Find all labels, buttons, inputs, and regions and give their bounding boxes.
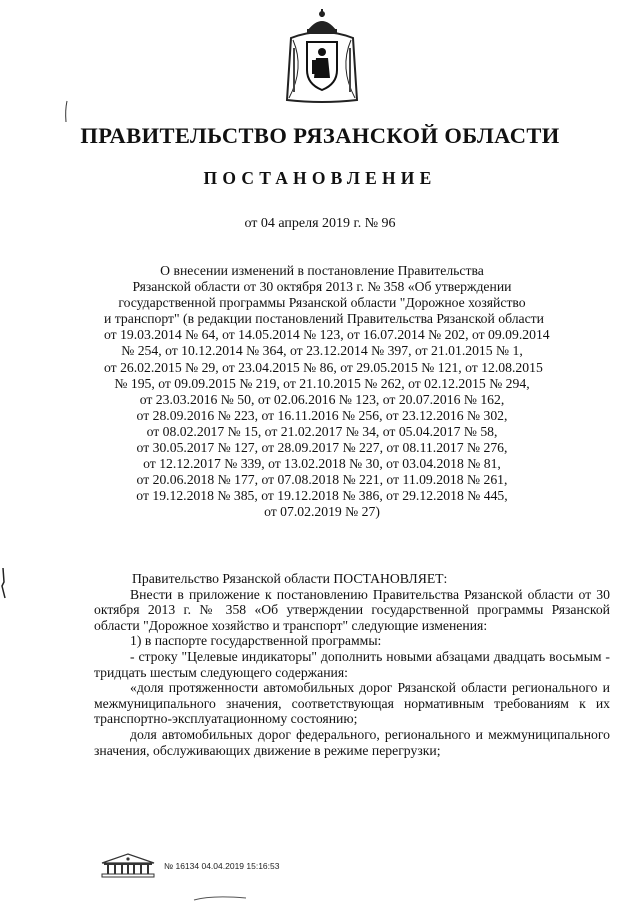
scan-mark (0, 566, 8, 600)
subject-line: № 254, от 10.12.2014 № 364, от 23.12.2014 № 397, от 21.01.2015 № 1, (121, 343, 523, 359)
subject-line: от 08.02.2017 № 15, от 21.02.2017 № 34, от 05.04.2017 № 58, (146, 423, 498, 439)
government-title: ПРАВИТЕЛЬСТВО РЯЗАНСКОЙ ОБЛАСТИ (80, 123, 560, 148)
subject-line: от 19.12.2018 № 385, от 19.12.2018 № 386, от 29.12.2018 № 445, (136, 488, 508, 504)
document-date-number: от 04 апреля 2019 г. № 96 (244, 216, 396, 231)
subject-line: от 23.03.2016 № 50, от 02.06.2016 № 123, от 20.07.2016 № 162, (139, 391, 505, 407)
scan-mark (192, 893, 248, 903)
body-paragraph: 1) в паспорте государственной программы: (130, 633, 382, 649)
subject-line: от 30.05.2017 № 127, от 28.09.2017 № 227, от 08.11.2017 № 276, (136, 440, 508, 456)
registration-number: № 16134 04.04.2019 15:16:53 (164, 861, 280, 871)
body-paragraph: Внести в приложение к постановлению Правительства Рязанской области от 30 октября 2013 г. № 358 «Об утверждении государственной программы Рязанской области "Дорожное хозяйство и транспорт" следующие изменения: (94, 586, 610, 633)
subject-line: от 12.12.2017 № 339, от 13.02.2018 № 30, от 03.04.2018 № 81, (143, 456, 501, 472)
subject-line: от 20.06.2018 № 177, от 07.08.2018 № 221, от 11.09.2018 № 261, (136, 472, 508, 488)
decree-subject (104, 263, 550, 521)
document-type-heading: ПОСТАНОВЛЕНИЕ (203, 168, 437, 188)
decree-body (94, 571, 610, 758)
subject-line: от 07.02.2019 № 27) (264, 504, 380, 520)
registration-stamp (98, 851, 358, 881)
subject-line: О внесении изменений в постановление Правительства (160, 263, 484, 278)
subject-line: от 26.02.2015 № 29, от 23.04.2015 № 86, от 29.05.2015 № 121, от 12.08.2015 (104, 359, 543, 375)
resolution-intro: Правительство Рязанской области ПОСТАНОВЛЯЕТ: (132, 571, 448, 586)
scan-mark (62, 100, 70, 124)
subject-line: государственной программы Рязанской области "Дорожное хозяйство (118, 295, 526, 311)
body-paragraph: - строку "Целевые индикаторы" дополнить новыми абзацами двадцать восьмым - тридцать шестым следующего содержания: (94, 648, 610, 680)
body-paragraph: доля автомобильных дорог федерального, регионального и межмуниципального значения, обслуживающих движение в режиме перегрузки; (94, 726, 610, 758)
subject-line: от 19.03.2014 № 64, от 14.05.2014 № 123, от 16.07.2014 № 202, от 09.09.2014 (104, 327, 550, 343)
subject-line: Рязанской области от 30 октября 2013 г. № 358 «Об утверждении (132, 279, 512, 295)
subject-line: от 28.09.2016 № 223, от 16.11.2016 № 256, от 23.12.2016 № 302, (136, 407, 508, 423)
subject-line: и транспорт" (в редакции постановлений Правительства Рязанской области (104, 311, 544, 327)
subject-line: № 195, от 09.09.2015 № 219, от 21.10.2015 № 262, от 02.12.2015 № 294, (114, 375, 530, 391)
body-paragraph: «доля протяженности автомобильных дорог Рязанской области регионального и межмуниципального значения, соответствующая нормативным требованиям к их транспортно-эксплуатационному состоянию; (94, 680, 610, 727)
building-icon (98, 851, 158, 879)
coat-of-arms-emblem (283, 8, 361, 106)
